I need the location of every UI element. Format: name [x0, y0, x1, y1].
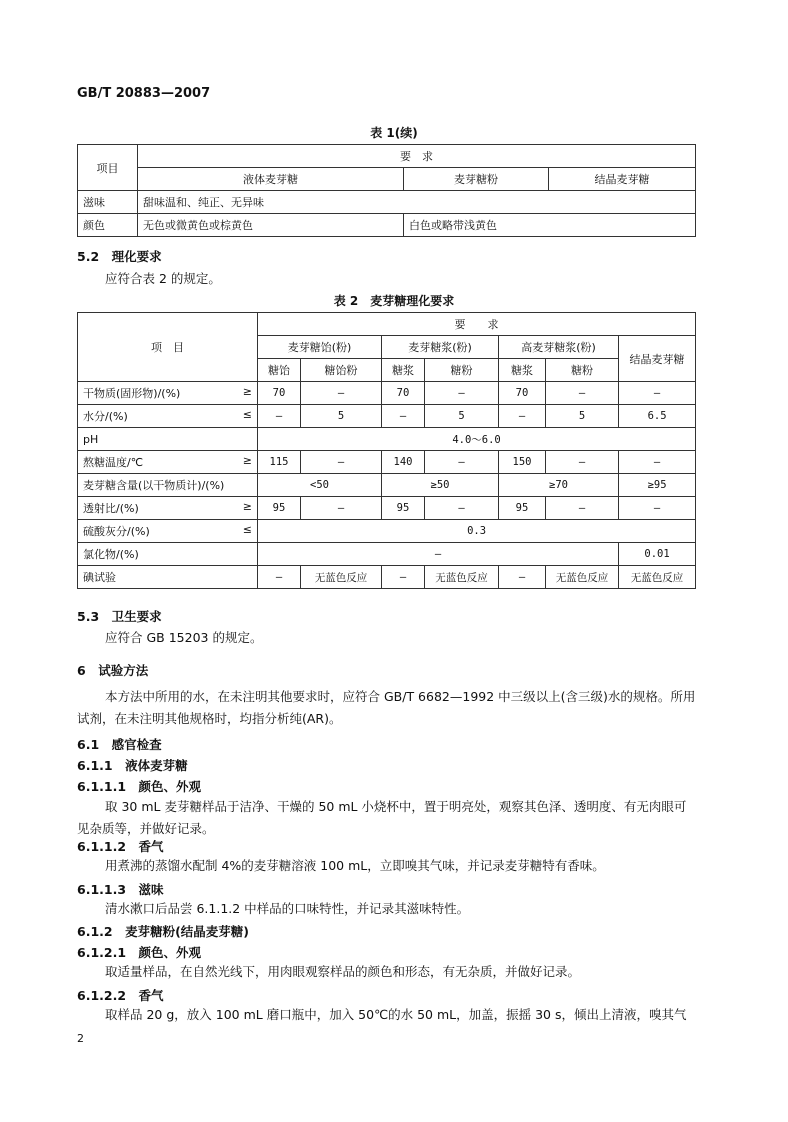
- table2-cell: —: [301, 497, 382, 520]
- table2-row-label: 碘试验: [83, 571, 116, 584]
- section-5-2-body: 应符合表 2 的规定。: [105, 271, 221, 286]
- section-6-intro: 本方法中所用的水，在未注明其他要求时，应符合 GB/T 6682—1992 中三级以上(含三级)水的规格。所用试剂，在未注明其他规格时，均指分析纯(AR)。: [77, 689, 696, 726]
- table2-row-name: [78, 543, 258, 566]
- table1-req-header: 要 求: [138, 145, 696, 168]
- table1-caption: 表 1(续): [370, 126, 418, 140]
- table2-cell: 0.01: [619, 543, 696, 566]
- table1-col-crystal: 结晶麦芽糖: [549, 168, 696, 191]
- table2-relation-sign: ≤: [242, 523, 252, 536]
- table2-row-label: 干物质(固形物)/(%): [83, 387, 181, 400]
- table2-subcol-header: 糖浆: [499, 359, 546, 382]
- table2-cell: —: [619, 451, 696, 474]
- table2-row-label: 透射比/(%): [83, 502, 139, 515]
- table1-cell: 甜味温和、纯正、无异味: [138, 191, 696, 214]
- table2-cell: 95: [258, 497, 301, 520]
- table2-row-label: 麦芽糖含量(以干物质计)/(%): [83, 479, 225, 492]
- table2-cell: —: [301, 451, 382, 474]
- section-5-2-heading: 5.2 理化要求: [77, 249, 162, 264]
- table2-cell: 70: [382, 382, 425, 405]
- table2-cell: —: [619, 382, 696, 405]
- table2-cell: —: [546, 382, 619, 405]
- table2-item-header: 项 目: [78, 313, 258, 382]
- section-6-1-1-1-heading: 6.1.1.1 颜色、外观: [77, 779, 202, 794]
- table1-row-name: 颜色: [78, 214, 138, 237]
- table2-cell: 无蓝色反应: [619, 566, 696, 589]
- table2-cell: <50: [258, 474, 382, 497]
- table2-cell: —: [546, 497, 619, 520]
- table2-cell: —: [546, 451, 619, 474]
- section-6-1-1-3-body: 清水漱口后品尝 6.1.1.2 中样品的口味特性，并记录其滋味特性。: [105, 901, 470, 916]
- table2-row-name: [78, 474, 258, 497]
- table2-relation-sign: ≥: [242, 454, 252, 467]
- table-row: [78, 428, 696, 451]
- table2-row-label: pH: [83, 432, 99, 446]
- section-6-heading: 6 试验方法: [77, 663, 149, 678]
- section-6-1-2-1-heading: 6.1.2.1 颜色、外观: [77, 945, 202, 960]
- table2-cell: —: [258, 405, 301, 428]
- table-row: [78, 474, 696, 497]
- table2-subcol-header: 糖粉: [425, 359, 499, 382]
- table2-cell: 4.0～6.0: [258, 428, 696, 451]
- page-number: 2: [77, 1032, 84, 1045]
- table2-cell: —: [499, 405, 546, 428]
- table2-subcol-header: 糖浆: [382, 359, 425, 382]
- section-6-1-1-2-body: 用煮沸的蒸馏水配制 4%的麦芽糖溶液 100 mL，立即嗅其气味，并记录麦芽糖特有香味。: [105, 858, 605, 873]
- table2-group-header: 麦芽糖饴(粉): [258, 336, 382, 359]
- table2-cell: 5: [546, 405, 619, 428]
- section-6-1-2-1-body: 取适量样品，在自然光线下，用肉眼观察样品的颜色和形态，有无杂质，并做好记录。: [105, 964, 581, 979]
- table2-cell: —: [619, 497, 696, 520]
- table2-cell: —: [382, 566, 425, 589]
- table2-cell: —: [425, 497, 499, 520]
- section-6-1-2-2-body: 取样品 20 g，放入 100 mL 磨口瓶中，加入 50℃的水 50 mL，加盖，振摇 30 s，倾出上清液，嗅其气: [105, 1007, 687, 1022]
- table1-cell: 白色或略带浅黄色: [404, 214, 696, 237]
- table2-req-header: 要 求: [258, 313, 696, 336]
- table2-cell: —: [425, 451, 499, 474]
- section-6-1-2-2-heading: 6.1.2.2 香气: [77, 988, 164, 1003]
- table2-relation-sign: ≥: [242, 385, 252, 398]
- table2-cell: 无蓝色反应: [546, 566, 619, 589]
- table2-cell: ≥50: [382, 474, 499, 497]
- table2-cell: 95: [499, 497, 546, 520]
- table1-col-powder: 麦芽糖粉: [404, 168, 549, 191]
- table2-group-header: 麦芽糖浆(粉): [382, 336, 499, 359]
- table2-row-name: [78, 497, 258, 520]
- table2-row-name: [78, 405, 258, 428]
- table2-row-label: 水分/(%): [83, 410, 128, 423]
- table-row: [78, 451, 696, 474]
- table2-cell: 150: [499, 451, 546, 474]
- table2-row-name: [78, 566, 258, 589]
- table2-cell: 无蓝色反应: [301, 566, 382, 589]
- table2-subcol-header: 糖饴: [258, 359, 301, 382]
- section-6-1-1-3-heading: 6.1.1.3 滋味: [77, 882, 164, 897]
- table-row: [78, 520, 696, 543]
- section-6-1-heading: 6.1 感官检查: [77, 737, 162, 752]
- section-5-3-body: 应符合 GB 15203 的规定。: [105, 630, 263, 645]
- section-6-1-1-heading: 6.1.1 液体麦芽糖: [77, 758, 188, 773]
- table2-cell: ≥95: [619, 474, 696, 497]
- table2-cell: 6.5: [619, 405, 696, 428]
- table-row: [78, 214, 696, 237]
- table2-row-name: [78, 520, 258, 543]
- table1: [77, 144, 696, 237]
- table2-cell: 115: [258, 451, 301, 474]
- table2-cell: —: [258, 566, 301, 589]
- table2-cell: ≥70: [499, 474, 619, 497]
- table2-relation-sign: ≤: [242, 408, 252, 421]
- table2-row-name: [78, 428, 258, 451]
- table2-subcol-header: 糖粉: [546, 359, 619, 382]
- table2-group-header: 高麦芽糖浆(粉): [499, 336, 619, 359]
- table2-cell: —: [382, 405, 425, 428]
- table1-row-name: 滋味: [78, 191, 138, 214]
- section-6-1-1-1-body: 取 30 mL 麦芽糖样品于洁净、干燥的 50 mL 小烧杯中，置于明亮处，观察其色泽、透明度、有无肉眼可见杂质等，并做好记录。: [77, 799, 687, 836]
- table2-row-label: 硫酸灰分/(%): [83, 525, 150, 538]
- table1-cell: 无色或微黄色或棕黄色: [138, 214, 404, 237]
- section-5-3-heading: 5.3 卫生要求: [77, 609, 162, 624]
- table2-row-label: 熬糖温度/℃: [83, 456, 144, 469]
- table-row: [78, 566, 696, 589]
- table2-group-header: 结晶麦芽糖: [619, 336, 696, 382]
- table2-cell: —: [499, 566, 546, 589]
- table2-row-name: [78, 451, 258, 474]
- standard-code: GB/T 20883—2007: [77, 86, 211, 101]
- table2: [77, 312, 696, 589]
- table2-cell: 无蓝色反应: [425, 566, 499, 589]
- table2-cell: 5: [301, 405, 382, 428]
- table-row: [78, 543, 696, 566]
- table2-cell: —: [301, 382, 382, 405]
- table1-item-header: 项目: [78, 145, 138, 191]
- table2-relation-sign: ≥: [242, 500, 252, 513]
- table2-cell: 5: [425, 405, 499, 428]
- table2-cell: 95: [382, 497, 425, 520]
- table2-cell: —: [425, 382, 499, 405]
- section-6-1-2-heading: 6.1.2 麦芽糖粉(结晶麦芽糖): [77, 924, 250, 939]
- table-row: [78, 497, 696, 520]
- table2-cell: 140: [382, 451, 425, 474]
- table2-cell: 0.3: [258, 520, 696, 543]
- table2-cell: 70: [258, 382, 301, 405]
- table-row: [78, 382, 696, 405]
- table1-col-liquid: 液体麦芽糖: [138, 168, 404, 191]
- table2-caption: 表 2 麦芽糖理化要求: [333, 294, 455, 308]
- table2-row-label: 氯化物/(%): [83, 548, 139, 561]
- table2-cell: 70: [499, 382, 546, 405]
- table2-subcol-header: 糖饴粉: [301, 359, 382, 382]
- table-row: [78, 191, 696, 214]
- table2-cell: —: [258, 543, 619, 566]
- section-6-1-1-2-heading: 6.1.1.2 香气: [77, 839, 164, 854]
- table-row: [78, 405, 696, 428]
- table2-row-name: [78, 382, 258, 405]
